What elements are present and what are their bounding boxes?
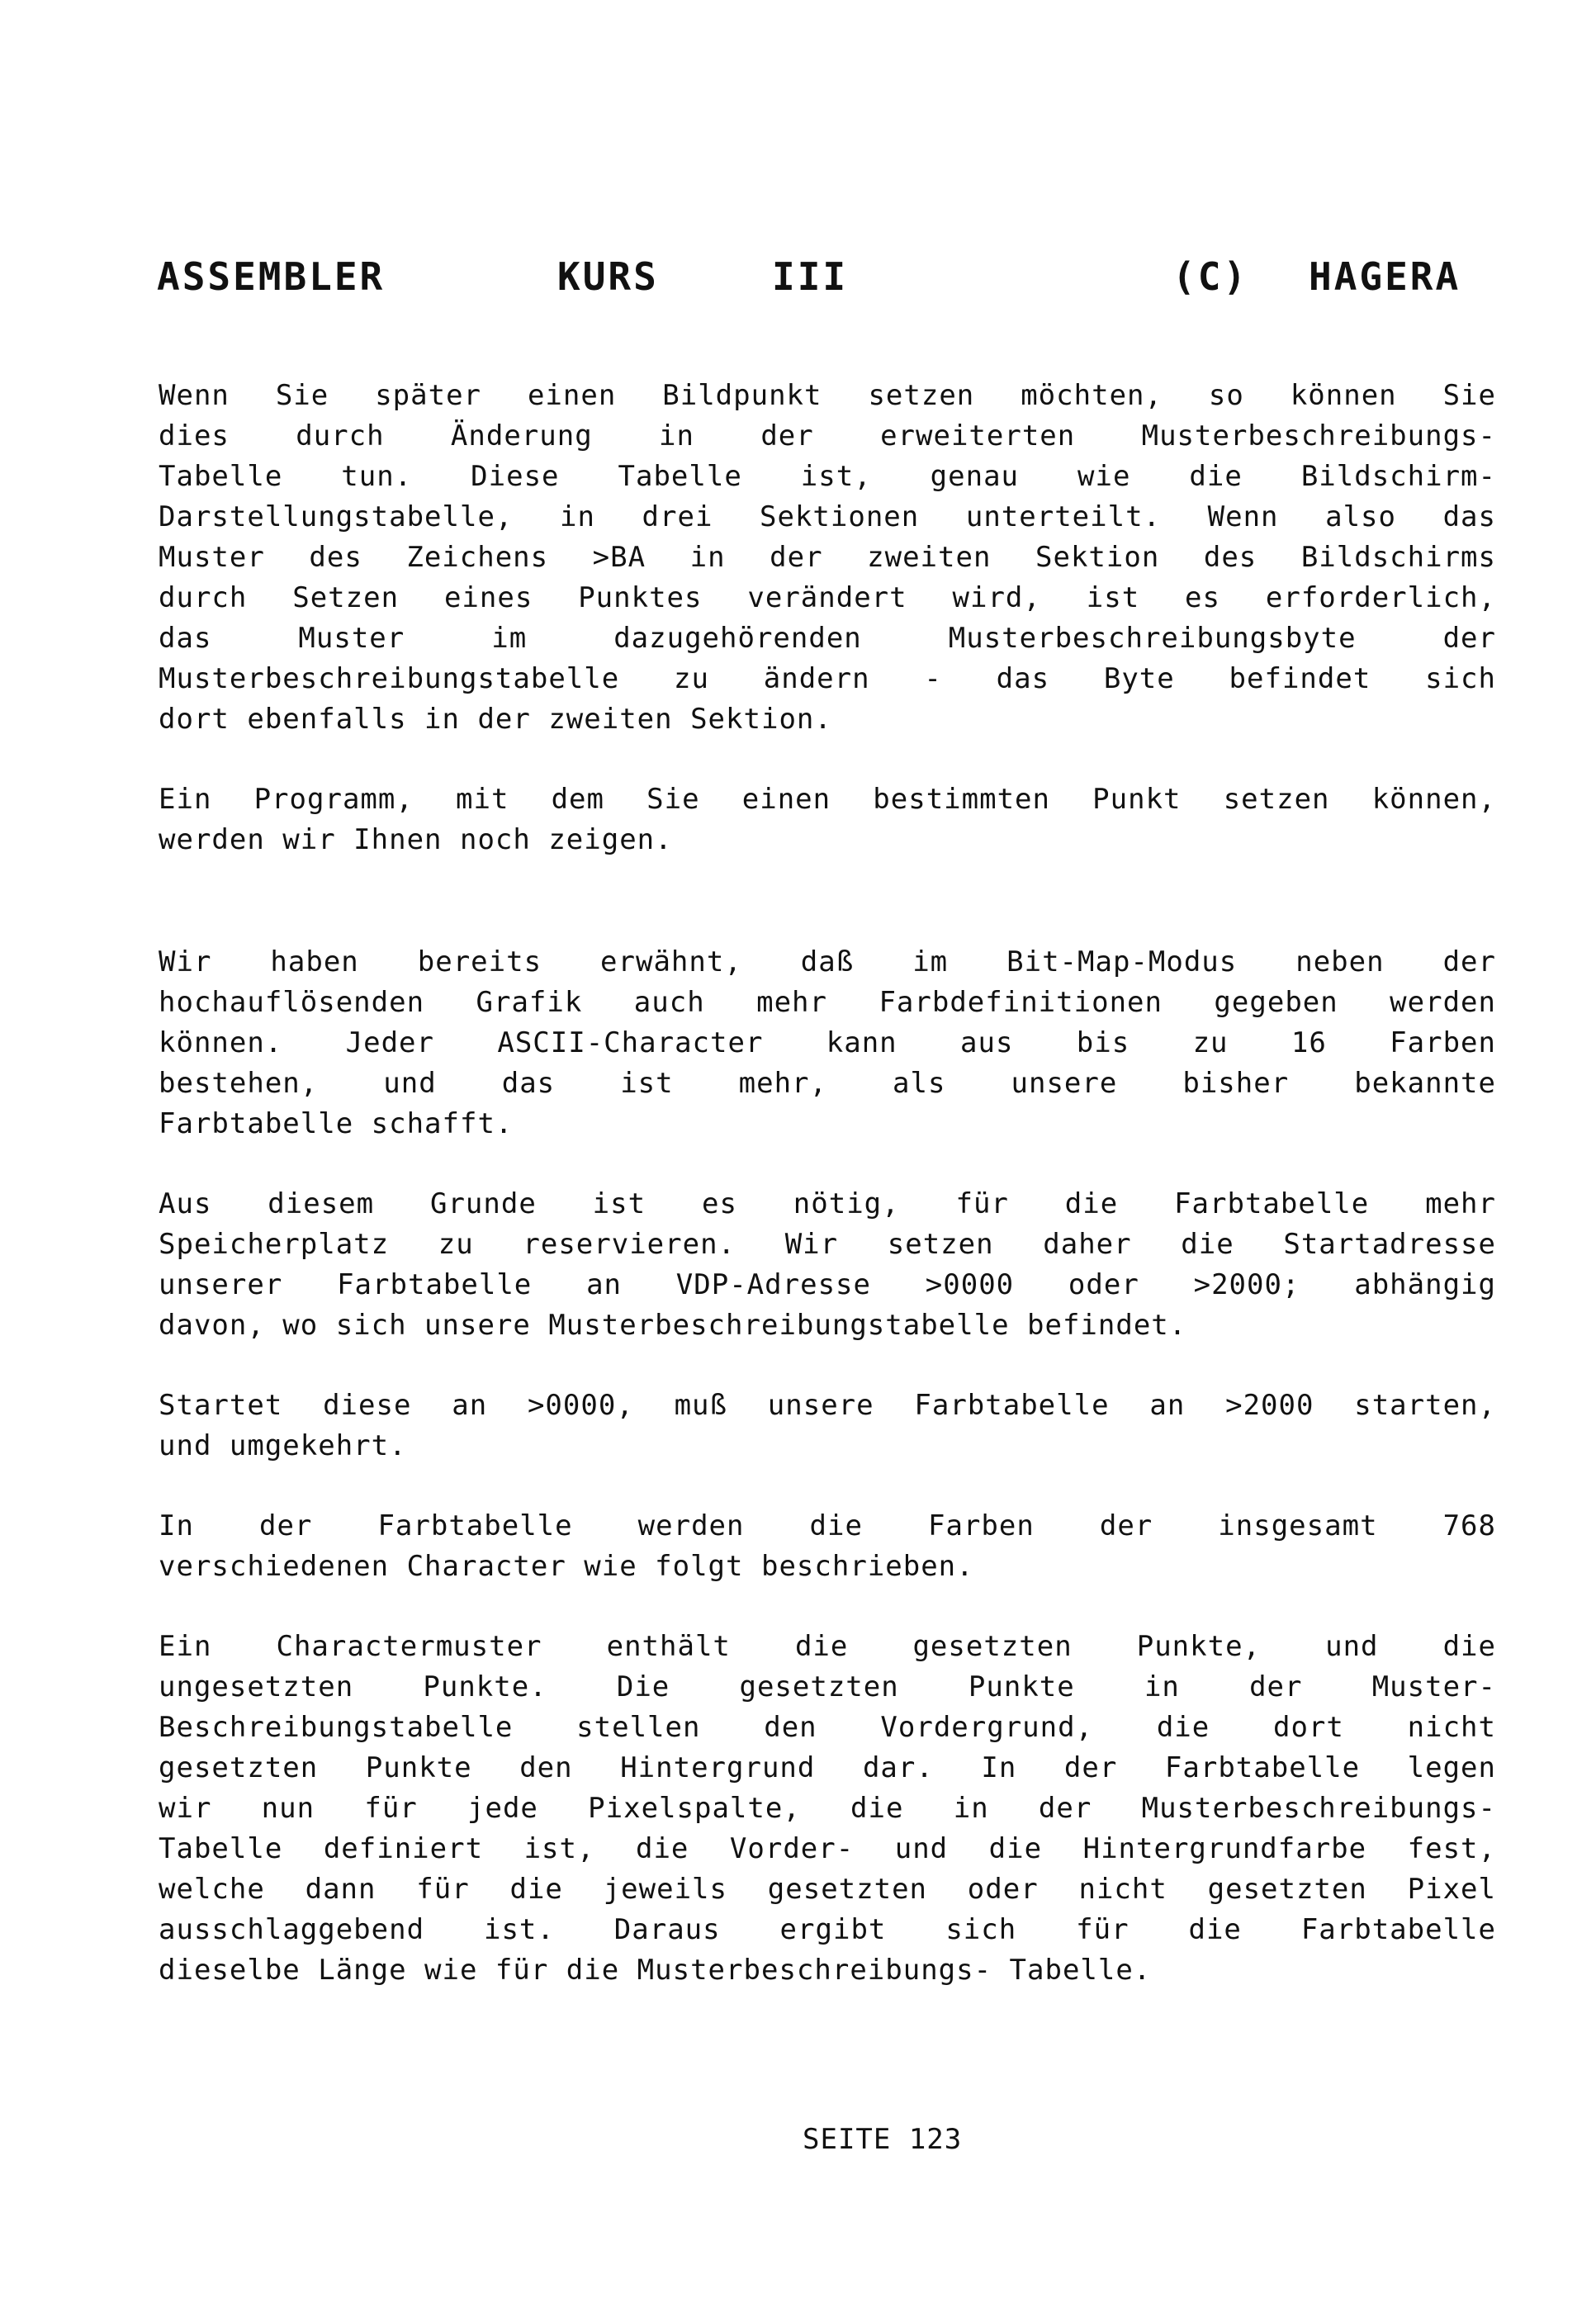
text-line: bestehen, und das ist mehr, als unsere bisher bekannte [159,1067,1496,1100]
text-line: Ein Charactermuster enthält die gesetzten Punkte, und die [159,1630,1496,1663]
paragraph-5 [159,1386,1496,1466]
paragraph-3 [159,942,1496,1144]
text-line: und umgekehrt. [159,1429,407,1462]
paragraph-4 [159,1184,1496,1346]
page-header [157,252,1461,301]
text-line: Tabelle tun. Diese Tabelle ist, genau wie die Bildschirm- [159,460,1496,493]
text-line: verschiedenen Character wie folgt beschrieben. [159,1550,974,1583]
text-line: Wenn Sie später einen Bildpunkt setzen möchten, so können Sie [159,379,1496,412]
body-text [159,376,1496,1991]
text-line: Beschreibungstabelle stellen den Vordergrund, die dort nicht [159,1711,1496,1744]
text-line: Aus diesem Grunde ist es nötig, für die Farbtabelle mehr [159,1187,1496,1220]
text-line: In der Farbtabelle werden die Farben der insgesamt 768 [159,1509,1496,1542]
text-line: ausschlaggebend ist. Daraus ergibt sich für die Farbtabelle [159,1913,1496,1946]
header-kurs: KURS [557,254,659,299]
text-line: werden wir Ihnen noch zeigen. [159,823,673,856]
text-line: durch Setzen eines Punktes verändert wird, ist es erforderlich, [159,581,1496,614]
text-line: ungesetzten Punkte. Die gesetzten Punkte in der Muster- [159,1670,1496,1703]
text-line: das Muster im dazugehörenden Musterbeschreibungsbyte der [159,622,1496,655]
text-line: können. Jeder ASCII-Character kann aus bis zu 16 Farben [159,1026,1496,1059]
text-line: Startet diese an >0000, muß unsere Farbtabelle an >2000 starten, [159,1389,1496,1422]
paragraph-6 [159,1506,1496,1587]
text-line: Tabelle definiert ist, die Vorder- und die Hintergrundfarbe fest, [159,1832,1496,1865]
header-copyright: (C) [1172,254,1249,299]
text-line: dieselbe Länge wie für die Musterbeschreibungs- Tabelle. [159,1954,1152,1987]
text-line: Speicherplatz zu reservieren. Wir setzen daher die Startadresse [159,1228,1496,1261]
text-line: dies durch Änderung in der erweiterten Musterbeschreibungs- [159,419,1496,452]
text-line: unserer Farbtabelle an VDP-Adresse >0000 oder >2000; abhängig [159,1268,1496,1301]
header-volume: III [772,254,849,299]
paragraph-2 [159,779,1496,860]
text-line: welche dann für die jeweils gesetzten oder nicht gesetzten Pixel [159,1873,1496,1906]
text-line: Wir haben bereits erwähnt, daß im Bit-Map-Modus neben der [159,945,1496,978]
text-line: davon, wo sich unsere Musterbeschreibungstabelle befindet. [159,1309,1187,1342]
text-line: Farbtabelle schafft. [159,1107,514,1140]
text-line: Musterbeschreibungstabelle zu ändern - das Byte befindet sich [159,662,1496,695]
text-line: dort ebenfalls in der zweiten Sektion. [159,703,832,736]
text-line: Ein Programm, mit dem Sie einen bestimmten Punkt setzen können, [159,783,1496,816]
text-line: wir nun für jede Pixelspalte, die in der Musterbeschreibungs- [159,1792,1496,1825]
header-author: HAGERA [1309,254,1461,299]
paragraph-1 [159,376,1496,740]
header-title: ASSEMBLER [157,254,386,299]
page-number: SEITE 123 [803,2123,963,2156]
text-line: Muster des Zeichens >BA in der zweiten Sektion des Bildschirms [159,541,1496,574]
paragraph-7 [159,1627,1496,1991]
text-line: hochauflösenden Grafik auch mehr Farbdefinitionen gegeben werden [159,986,1496,1019]
text-line: Darstellungstabelle, in drei Sektionen unterteilt. Wenn also das [159,500,1496,533]
text-line: gesetzten Punkte den Hintergrund dar. In der Farbtabelle legen [159,1751,1496,1784]
